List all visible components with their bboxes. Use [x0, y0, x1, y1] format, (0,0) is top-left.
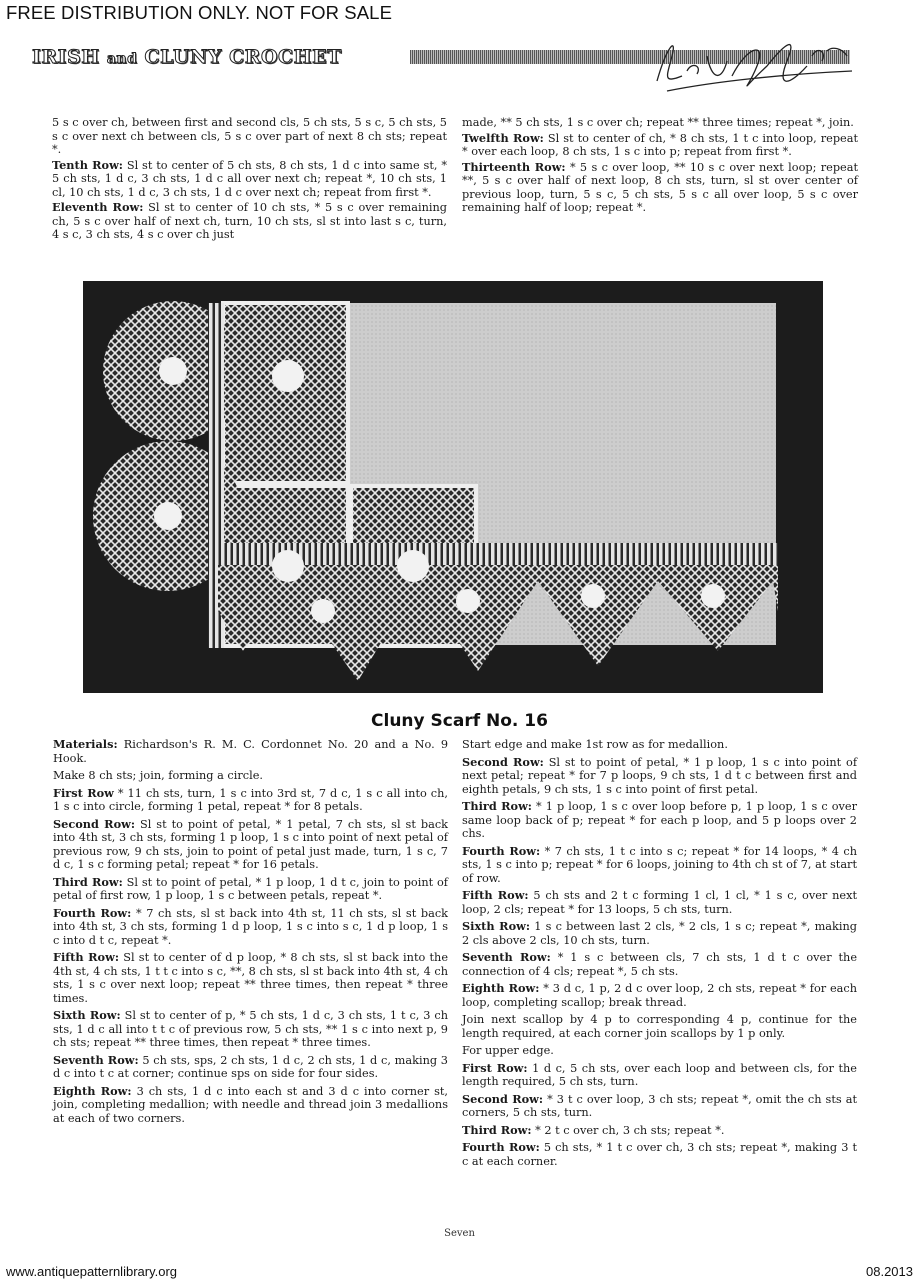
- instruction-paragraph: Third Row: Sl st to point of petal, * 1 p loop, 1 d t c, join to point of petal of first row, 1 p loop, 1 s c between petals, repeat *.: [53, 874, 448, 902]
- masthead-cluny-crochet: CLUNY CROCHET: [137, 46, 342, 68]
- scan-date: 08.2013: [866, 1264, 913, 1279]
- website-link[interactable]: www.antiquepatternlibrary.org: [6, 1264, 178, 1279]
- instruction-paragraph: Twelfth Row: Sl st to center of ch, * 8 ch sts, 1 t c into loop, repeat * over each loop, 8 ch sts, 1 s c into p; repeat from first *.: [462, 130, 859, 158]
- instruction-paragraph: made, ** 5 ch sts, 1 s c over ch; repeat ** three times; repeat *, join.: [462, 116, 854, 129]
- instruction-paragraph: Fourth Row: * 7 ch sts, 1 t c into s c; repeat * for 14 loops, * 4 ch sts, 1 s c into p; repeat * for 6 loops, joining to 4th ch st of 7, at start of row.: [462, 843, 857, 885]
- bottom-left-column: [53, 738, 448, 1129]
- instruction-paragraph: Sixth Row: 1 s c between last 2 cls, * 2 cls, 1 s c; repeat *, making 2 cls above 2 cls, 10 ch sts, turn.: [462, 919, 857, 947]
- instruction-paragraph: Eighth Row: * 3 d c, 1 p, 2 d c over loop, 2 ch sts, repeat * for each loop, completing scallop; break thread.: [462, 981, 857, 1009]
- page-number: Seven: [444, 1228, 475, 1239]
- instruction-paragraph: Fourth Row: 5 ch sts, * 1 t c over ch, 3 ch sts; repeat *, making 3 t c at each corner.: [462, 1140, 857, 1168]
- instruction-paragraph: First Row * 11 ch sts, turn, 1 s c into 3rd st, 7 d c, 1 s c all into ch, 1 s c into circle, forming 1 petal, repeat * for 8 petals.: [53, 785, 449, 813]
- masthead-irish: IRISH: [32, 46, 107, 68]
- instruction-paragraph: For upper edge.: [462, 1044, 554, 1057]
- top-right-column: [462, 116, 858, 217]
- signature-icon: [637, 26, 857, 96]
- instruction-paragraph: Seventh Row: * 1 s c between cls, 7 ch sts, 1 d t c over the connection of 4 cls; repeat *, 5 ch sts.: [462, 950, 857, 978]
- masthead-and: and: [106, 51, 138, 67]
- medallion-square: [223, 303, 348, 483]
- instruction-paragraph: 5 s c over ch, between first and second cls, 5 ch sts, 5 s c, 5 ch sts, 5 s c over next ch between cls, 5 s c over part of next 8 ch sts; repeat *.: [52, 116, 447, 156]
- instruction-paragraph: Eighth Row: 3 ch sts, 1 d c into each st and 3 d c into corner st, join, completing medallion; with needle and thread join 3 medallions at each of two corners.: [53, 1083, 448, 1125]
- instruction-paragraph: Third Row: * 1 p loop, 1 s c over loop before p, 1 p loop, 1 s c over same loop back of p; repeat * for each p loop, and 5 p loops over 2 chs.: [462, 799, 857, 840]
- pattern-title: Cluny Scarf No. 16: [371, 711, 548, 731]
- instruction-paragraph: Thirteenth Row: * 5 s c over loop, ** 10 s c over next loop; repeat **, 5 s c over half of next loop, 8 ch sts, turn, sl st over center of previous loop, turn, 5 s c, 5 ch sts, 5 s c all over loop, 5 s c over remaining half of loop; repeat *.: [462, 159, 859, 214]
- instruction-paragraph: Second Row: * 3 t c over loop, 3 ch sts; repeat *, omit the ch sts at corners, 5 ch sts, turn.: [462, 1091, 857, 1119]
- top-left-column: [52, 116, 447, 244]
- page-header: [32, 38, 862, 98]
- scarf-photo: [83, 281, 823, 693]
- instruction-paragraph: Second Row: Sl st to point of petal, * 1 petal, 7 ch sts, sl st back into 4th st, 3 ch sts, forming 1 p loop, 1 s c into point of next petal of previous row, 9 ch sts, join to point of petal just made, turn, 1 s c, 7 d c, 1 s c forming petal; repeat * for 16 petals.: [53, 816, 448, 871]
- lace-illustration: [83, 281, 823, 693]
- instruction-paragraph: Fifth Row: 5 ch sts and 2 t c forming 1 cl, 1 cl, * 1 s c, over next loop, 2 cls; repeat * for 13 loops, 5 ch sts, turn.: [462, 888, 857, 916]
- distribution-notice: FREE DISTRIBUTION ONLY. NOT FOR SALE: [6, 2, 393, 23]
- instruction-paragraph: Join next scallop by 4 p to corresponding 4 p, continue for the length required, at each corner join scallops by 1 p only.: [462, 1013, 857, 1040]
- instruction-paragraph: Second Row: Sl st to point of petal, * 1 p loop, 1 s c into point of next petal; repeat * for 7 p loops, 9 ch sts, 1 d t c between first and eighth petals, 9 ch sts, 1 s c into point of first petal.: [462, 754, 858, 796]
- instruction-paragraph: Fifth Row: Sl st to center of d p loop, * 8 ch sts, sl st back into the 4th st, 4 ch sts, 1 t t c into s c, **, 8 ch sts, sl st back into 4th st, 4 ch sts, 1 s c over next loop; repeat ** three times, then repeat * three times.: [53, 950, 449, 1005]
- instruction-paragraph: Fourth Row: * 7 ch sts, sl st back into 4th st, 11 ch sts, sl st back into 4th st, 3 ch sts, forming 1 d p loop, 1 s c into s c, 1 d p loop, 1 s c into d t c, repeat *.: [53, 905, 448, 947]
- instruction-paragraph: Sixth Row: Sl st to center of p, * 5 ch sts, 1 d c, 3 ch sts, 1 t c, 3 ch sts, 1 d c all into t t c of previous row, 5 ch sts, ** 1 s c into next p, 9 ch sts; repeat ** three times, then repeat * three times.: [53, 1008, 448, 1049]
- instruction-paragraph: Start edge and make 1st row as for medallion.: [462, 738, 728, 751]
- instruction-paragraph: Third Row: * 2 t c over ch, 3 ch sts; repeat *.: [462, 1122, 725, 1137]
- instruction-paragraph: Eleventh Row: Sl st to center of 10 ch sts, * 5 s c over remaining ch, 5 s c over half of next ch, turn, 10 ch sts, sl st into last s c, turn, 4 s c, 3 ch sts, 4 s c over ch just: [52, 200, 447, 241]
- bottom-right-column: [462, 738, 857, 1172]
- instruction-paragraph: Make 8 ch sts; join, forming a circle.: [53, 769, 263, 782]
- masthead-title: [32, 46, 342, 68]
- instruction-paragraph: Seventh Row: 5 ch sts, sps, 2 ch sts, 1 d c, 2 ch sts, 1 d c, making 3 d c into t c at corner; continue sps on side for four sides.: [53, 1052, 448, 1080]
- instruction-paragraph: First Row: 1 d c, 5 ch sts, over each loop and between cls, for the length required, 5 ch sts, turn.: [462, 1060, 857, 1088]
- instruction-paragraph: Materials: Richardson's R. M. C. Cordonnet No. 20 and a No. 9 Hook.: [53, 737, 449, 765]
- instruction-paragraph: Tenth Row: Sl st to center of 5 ch sts, 8 ch sts, 1 d c into same st, * 5 ch sts, 1 d c, 3 ch sts, 1 d c all over next ch; repeat *, 10 ch sts, 1 cl, 10 ch sts, 1 d c, 3 ch sts, 1 d c over next ch; repeat from first *.: [52, 157, 447, 199]
